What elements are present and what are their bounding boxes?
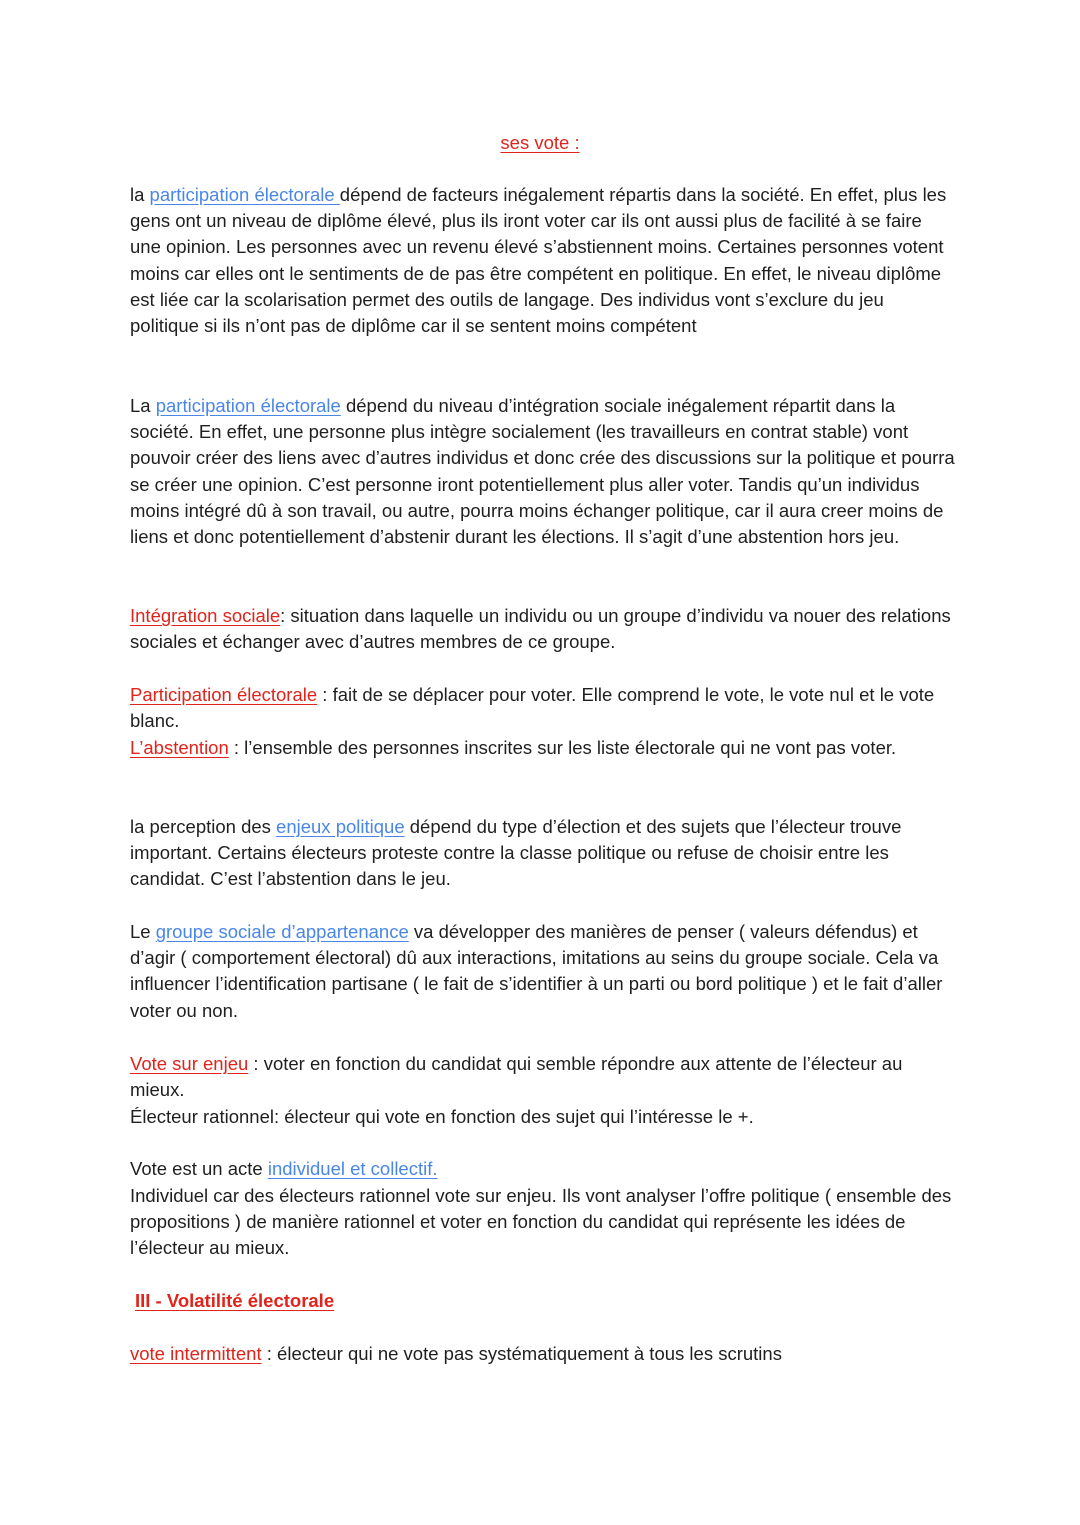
paragraph-text: dépend de facteurs inégalement répartis dans la société. En effet, plus les gens ont un niveau de diplôme élevé, plus ils iront voter car ils ont aussi plus de facilité à se faire une opinion. Les personnes avec un revenu élevé s’abstiennent moins. Certaines personnes votent moins car elles ont le sentiments de de pas être compétent en politique. En effet, le niveau diplôme est liée car la scolarisation permet des outils de langage. Des individus vont s’exclure du jeu politique si ils n’ont pas de diplôme car il se sentent moins compétent [130,184,947,337]
definition-integration-sociale [130,603,955,655]
page-title: ses vote : [500,132,580,153]
section-heading-text: III - Volatilité électorale [135,1290,335,1311]
paragraph-facteurs [130,182,955,339]
definition-text: Électeur rationnel: électeur qui vote en fonction des sujet qui l’intéresse le +. [130,1106,754,1127]
definition-participation-electorale [130,682,955,734]
link-participation-electorale[interactable]: participation électorale [149,184,340,205]
paragraph-text: dépend du niveau d’intégration sociale inégalement répartit dans la société. En effet, une personne plus intègre socialement (les travailleurs en contrat stable) vont pouvoir créer des liens avec d’autres individus et donc crée des discussions sur la politique et pourra se créer une opinion. C’est personne iront potentiellement plus aller voter. Tandis qu’un individus moins intégré dû à son travail, ou autre, pourra moins échanger politique, car il aura creer moins de liens et donc potentiellement d’abstenir durant les élections. Il s’agit d’une abstention hors jeu. [130,395,955,548]
term-participation-electorale: Participation électorale [130,684,318,705]
paragraph-text: Individuel car des électeurs rationnel vote sur enjeu. Ils vont analyser l’offre politique ( ensemble des propositions ) de manière rationnel et voter en fonction du candidat qui représente les idées de l’électeur au mieux. [130,1185,952,1259]
paragraph-prefix: La [130,395,156,416]
paragraph-enjeux [130,814,955,893]
term-abstention: L’abstention [130,737,229,758]
paragraph-text: va développer des manières de penser ( valeurs défendus) et d’agir ( comportement électoral) dû aux interactions, imitations au seins du groupe sociale. Cela va influencer l’identification partisane ( le fait de s’identifier à un parti ou bord politique ) et le fait d’aller voter ou non. [130,921,943,1021]
link-enjeux-politique[interactable]: enjeux politique [276,816,405,837]
definition-vote-intermittent [130,1341,955,1367]
definition-text: : l’ensemble des personnes inscrites sur les liste électorale qui ne vont pas voter. [228,737,897,758]
definition-abstention [130,735,955,761]
link-participation-electorale[interactable]: participation électorale [155,395,341,416]
definition-text: : situation dans laquelle un individu ou un groupe d’individu va nouer des relations sociales et échanger avec d’autres membres de ce groupe. [130,605,951,653]
paragraph-individuel [130,1183,955,1262]
paragraph-text: dépend du type d’élection et des sujets que l’électeur trouve important. Certains électeurs proteste contre la classe politique ou refuse de choisir entre les candidat. C’est l’abstention dans le jeu. [130,816,902,890]
section-heading [135,1288,960,1314]
term-integration-sociale: Intégration sociale [130,605,281,626]
definition-text: : voter en fonction du candidat qui semble répondre aux attente de l’électeur au mieux. [130,1053,903,1101]
paragraph-prefix: Vote est un acte [130,1158,268,1179]
definition-text: : fait de se déplacer pour voter. Elle comprend le vote, le vote nul et le vote blanc. [130,684,935,732]
definition-text: : électeur qui ne vote pas systématiquement à tous les scrutins [261,1343,782,1364]
link-individuel-collectif[interactable]: individuel et collectif. [267,1158,438,1179]
term-vote-sur-enjeu: Vote sur enjeu [130,1053,249,1074]
definition-vote-sur-enjeu [130,1051,955,1103]
paragraph-vote-acte [130,1156,955,1182]
paragraph-groupe-social [130,919,955,1024]
paragraph-prefix: la [130,184,150,205]
term-vote-intermittent: vote intermittent [130,1343,262,1364]
definition-electeur-rationnel [130,1104,955,1130]
paragraph-prefix: Le [130,921,156,942]
paragraph-prefix: la perception des [130,816,277,837]
link-groupe-sociale[interactable]: groupe sociale d’appartenance [155,921,409,942]
paragraph-integration [130,393,955,550]
